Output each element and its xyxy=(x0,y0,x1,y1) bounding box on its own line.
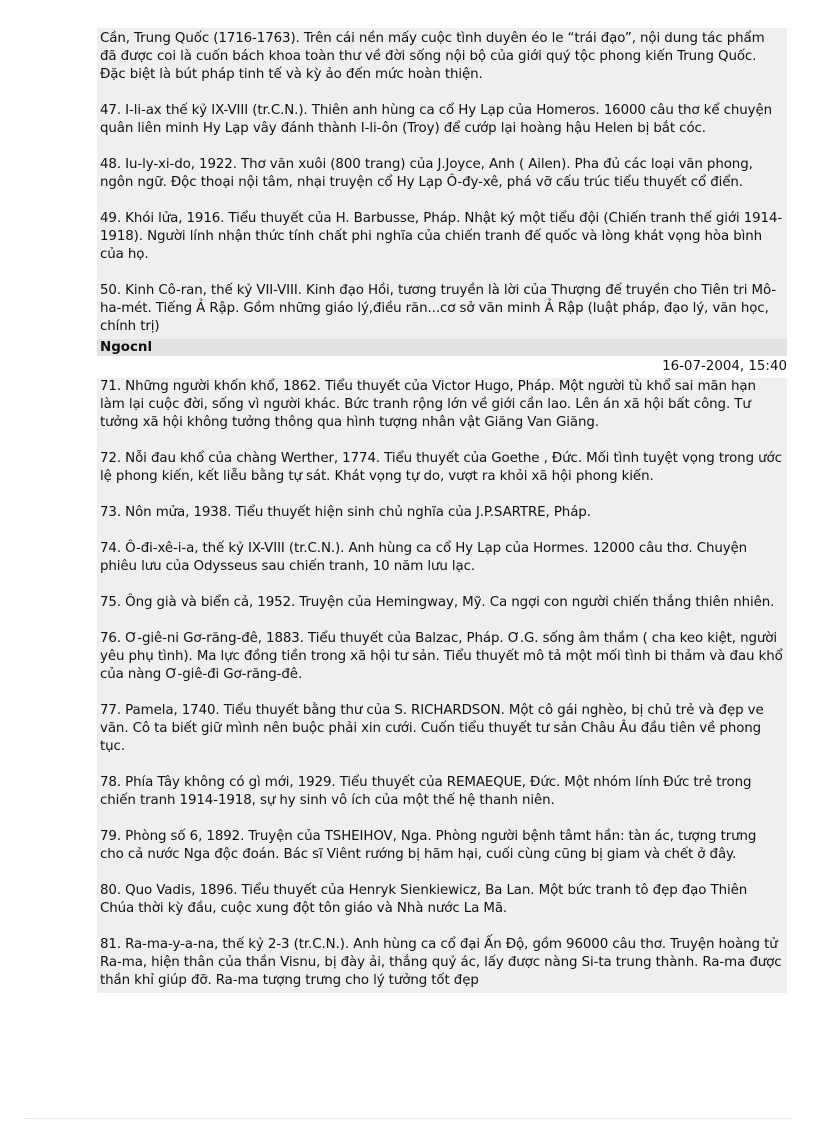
post-datetime: 16-07-2004, 15:40 xyxy=(662,359,787,374)
paragraph: 76. Ơ-giê-ni Gơ-răng-đê, 1883. Tiểu thuyết của Balzac, Pháp. Ơ.G. sống âm thầm ( cha keo kiệt, người yêu phụ tình). Ma lực đồng tiền trong xã hội tư sản. Tiểu thuyết mô tả một mối tình bi thảm và đau khổ của nàng Ơ-giê-đi Gơ-răng-đê. xyxy=(100,631,783,682)
paragraph: 77. Pamela, 1740. Tiểu thuyết bằng thư của S. RICHARDSON. Một cô gái nghèo, bị chủ trẻ và đẹp ve vãn. Cô ta biết giữ mình nên buộc phải xin cưới. Cuốn tiểu thuyết tư sản Châu Âu đầu tiên về phong tục. xyxy=(100,703,764,754)
paragraph: 47. I-li-ax thế kỷ IX-VIII (tr.C.N.). Thiên anh hùng ca cổ Hy Lạp của Homeros. 16000 câu thơ kể chuyện quân liên minh Hy Lạp vây đánh thành I-li-ôn (Troy) để cướp lại hoàng hậu Helen bị bắt cóc. xyxy=(100,103,773,136)
paragraph: 48. Iu-ly-xi-do, 1922. Thơ văn xuôi (800 trang) của J.Joyce, Anh ( Ailen). Pha đủ các loại văn phong, ngôn ngữ. Độc thoại nội tâm, nhại truyện cổ Hy Lạp Ô-đy-xê, phá vỡ cấu trúc tiểu thuyết cổ điển. xyxy=(100,157,753,190)
paragraph: 50. Kinh Cô-ran, thế kỷ VII-VIII. Kinh đạo Hồi, tương truyền là lời của Thượng đế truyền cho Tiên tri Mô-ha-mét. Tiếng Ả Rập. Gồm những giáo lý,điều răn...cơ sở văn minh Ả Rập (luật pháp, đạo lý, văn học, chính trị) xyxy=(100,283,777,334)
document-page xyxy=(97,28,787,993)
paragraph: 79. Phòng số 6, 1892. Truyện của TSHEIHOV, Nga. Phòng người bệnh tâmt hần: tàn ác, tượng trưng cho cả nước Nga độc đoán. Bác sĩ Viênt rướng bị hãm hại, cuối cùng cũng bị giam và chết ở đây. xyxy=(100,829,757,862)
paragraph: 73. Nôn mửa, 1938. Tiểu thuyết hiện sinh chủ nghĩa của J.P.SARTRE, Pháp. xyxy=(100,505,591,520)
paragraph: 75. Ông già và biển cả, 1952. Truyện của Hemingway, Mỹ. Ca ngợi con người chiến thắng thiên nhiên. xyxy=(100,595,775,610)
paragraph: 80. Quo Vadis, 1896. Tiểu thuyết của Henryk Sienkiewicz, Ba Lan. Một bức tranh tô đẹp đạo Thiên Chúa thời kỳ đầu, cuộc xung đột tôn giáo và Nhà nước La Mã. xyxy=(100,883,748,916)
paragraph: 49. Khói lửa, 1916. Tiểu thuyết của H. Barbusse, Pháp. Nhật ký một tiểu đội (Chiến tranh thế giới 1914-1918). Người lính nhận thức tính chất phi nghĩa của chiến tranh đế quốc và lòng khát vọng hòa bình của họ. xyxy=(100,211,783,262)
post-body xyxy=(97,378,787,993)
paragraph: 81. Ra-ma-y-a-na, thế kỷ 2-3 (tr.C.N.). Anh hùng ca cổ đại Ấn Độ, gồm 96000 câu thơ. Truyện hoàng tử Ra-ma, hiện thân của thần Visnu, bị đày ải, thắng quỷ ác, lấy được nàng Si-ta trung thành. Ra-ma được thần khỉ giúp đỡ. Ra-ma tượng trưng cho lý tưởng tốt đẹp xyxy=(100,937,782,988)
paragraph: 71. Những người khốn khổ, 1862. Tiểu thuyết của Victor Hugo, Pháp. Một người tù khổ sai mãn hạn làm lại cuộc đời, sống vì người khác. Bức tranh rộng lớn về giới cần lao. Lên án xã hội bất công. Tư tưởng xã hội không tưởng thông qua hình tượng nhân vật Giăng Van Giăng. xyxy=(100,379,756,430)
post-author: Ngocnl xyxy=(97,339,787,356)
post-body-previous xyxy=(97,28,787,339)
paragraph: 78. Phía Tây không có gì mới, 1929. Tiểu thuyết của REMAEQUE, Đức. Một nhóm lính Đức trẻ trong chiến tranh 1914-1918, sự hy sinh vô ích của một thế hệ thanh niên. xyxy=(100,775,752,808)
paragraph: Cần, Trung Quốc (1716-1763). Trên cái nền mấy cuộc tình duyên éo le “trái đạo”, nội dung tác phẩm đã được coi là cuốn bách khoa toàn thư về đời sống nội bộ của giới quý tộc phong kiến Trung Quốc. Đặc biệt là bút pháp tinh tế và kỳ ảo đến mức hoàn thiện. xyxy=(100,31,765,82)
page-divider xyxy=(24,1118,792,1119)
paragraph: 72. Nỗi đau khổ của chàng Werther, 1774. Tiểu thuyết của Goethe , Đức. Mối tình tuyệt vọng trong ước lệ phong kiến, kết liễu bằng tự sát. Khát vọng tự do, vượt ra khỏi xã hội phong kiến. xyxy=(100,451,782,484)
paragraph: 74. Ô-đi-xê-i-a, thế kỷ IX-VIII (tr.C.N.). Anh hùng ca cổ Hy Lạp của Hormes. 12000 câu thơ. Chuyện phiêu lưu của Odysseus sau chiến tranh, 10 năm lưu lạc. xyxy=(100,541,748,574)
